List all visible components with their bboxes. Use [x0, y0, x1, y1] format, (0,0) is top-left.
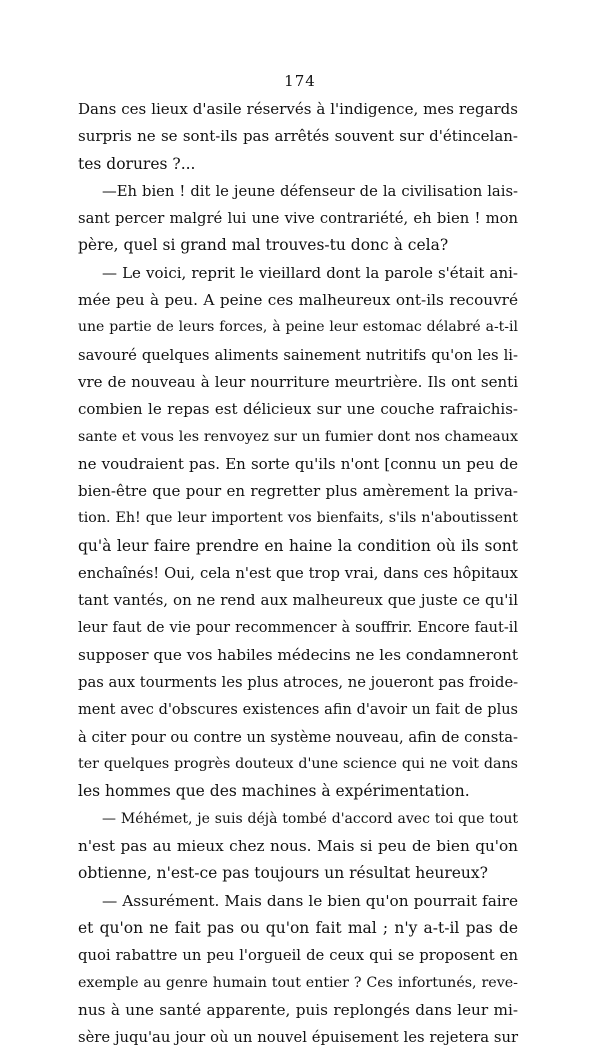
text-line: ter quelques progrès douteux d'une science qui ne voit dans [78, 756, 518, 773]
text-line: tant vantés, on ne rend aux malheureux que juste ce qu'il [78, 591, 518, 610]
text-line: tes dorures ?... [78, 154, 196, 173]
text-line: savouré quelques aliments sainement nutritifs qu'on les li- [78, 346, 518, 364]
text-line: exemple au genre humain tout entier ? Ces infortunés, reve- [78, 974, 518, 991]
text-line: tion. Eh! que leur importent vos bienfaits, s'ils n'aboutissent [78, 510, 518, 527]
text-line: supposer que vos habiles médecins ne les condamneront [78, 645, 518, 664]
text-line: les hommes que des machines à expérimentation. [78, 782, 470, 801]
page-number: 174 [284, 72, 316, 90]
text-line: —Eh bien ! dit le jeune défenseur de la civilisation lais- [102, 182, 518, 200]
text-line: obtienne, n'est-ce pas toujours un résultat heureux? [78, 864, 488, 883]
text-line: nus à une santé apparente, puis replongés dans leur mi- [78, 1000, 518, 1019]
text-line: à citer pour ou contre un système nouveau, afin de consta- [78, 728, 518, 746]
body-text [78, 96, 518, 1051]
text-line: ne voudraient pas. En sorte qu'ils n'ont [connu un peu de [78, 454, 518, 473]
text-line: — Le voici, reprit le vieillard dont la parole s'était ani- [102, 263, 518, 282]
text-line: qu'à leur faire prendre en haine la condition où ils sont [78, 536, 518, 555]
text-line: une partie de leurs forces, à peine leur estomac délabré a-t-il [78, 319, 518, 336]
text-line: Dans ces lieux d'asile réservés à l'indigence, mes regards [78, 100, 518, 118]
text-line: bien-être que pour en regretter plus amèrement la priva- [78, 482, 518, 501]
text-line: et qu'on ne fait pas ou qu'on fait mal ; n'y a-t-il pas de [78, 918, 518, 937]
text-line: ment avec d'obscures existences afin d'avoir un fait de plus [78, 701, 518, 718]
text-line: vre de nouveau à leur nourriture meurtrière. Ils ont senti [78, 372, 518, 391]
text-line: surpris ne se sont-ils pas arrêtés souvent sur d'étincelan- [78, 127, 518, 146]
text-line: sère juqu'au jour où un nouvel épuisement les rejetera sur [78, 1029, 518, 1047]
text-line: sante et vous les renvoyez sur un fumier dont nos chameaux [78, 428, 518, 445]
text-line: leur faut de vie pour recommencer à souffrir. Encore faut-il [78, 619, 518, 636]
text-line: sant percer malgré lui une vive contrariété, eh bien ! mon [78, 210, 518, 228]
text-line: enchaînés! Oui, cela n'est que trop vrai, dans ces hôpitaux [78, 565, 518, 583]
text-line: pas aux tourments les plus atroces, ne joueront pas froide- [78, 674, 519, 692]
text-line: — Assurément. Mais dans le bien qu'on pourrait faire [102, 891, 518, 910]
text-line: combien le repas est délicieux sur une couche rafraichis- [78, 400, 518, 419]
text-line: quoi rabattre un peu l'orgueil de ceux qui se proposent en [78, 947, 518, 965]
text-line: père, quel si grand mal trouves-tu donc à cela? [78, 236, 449, 255]
text-line: n'est pas au mieux chez nous. Mais si peu de bien qu'on [78, 837, 518, 856]
text-line: — Méhémet, je suis déjà tombé d'accord avec toi que tout [102, 810, 518, 827]
text-line: mée peu à peu. A peine ces malheureux ont-ils recouvré [78, 291, 518, 310]
